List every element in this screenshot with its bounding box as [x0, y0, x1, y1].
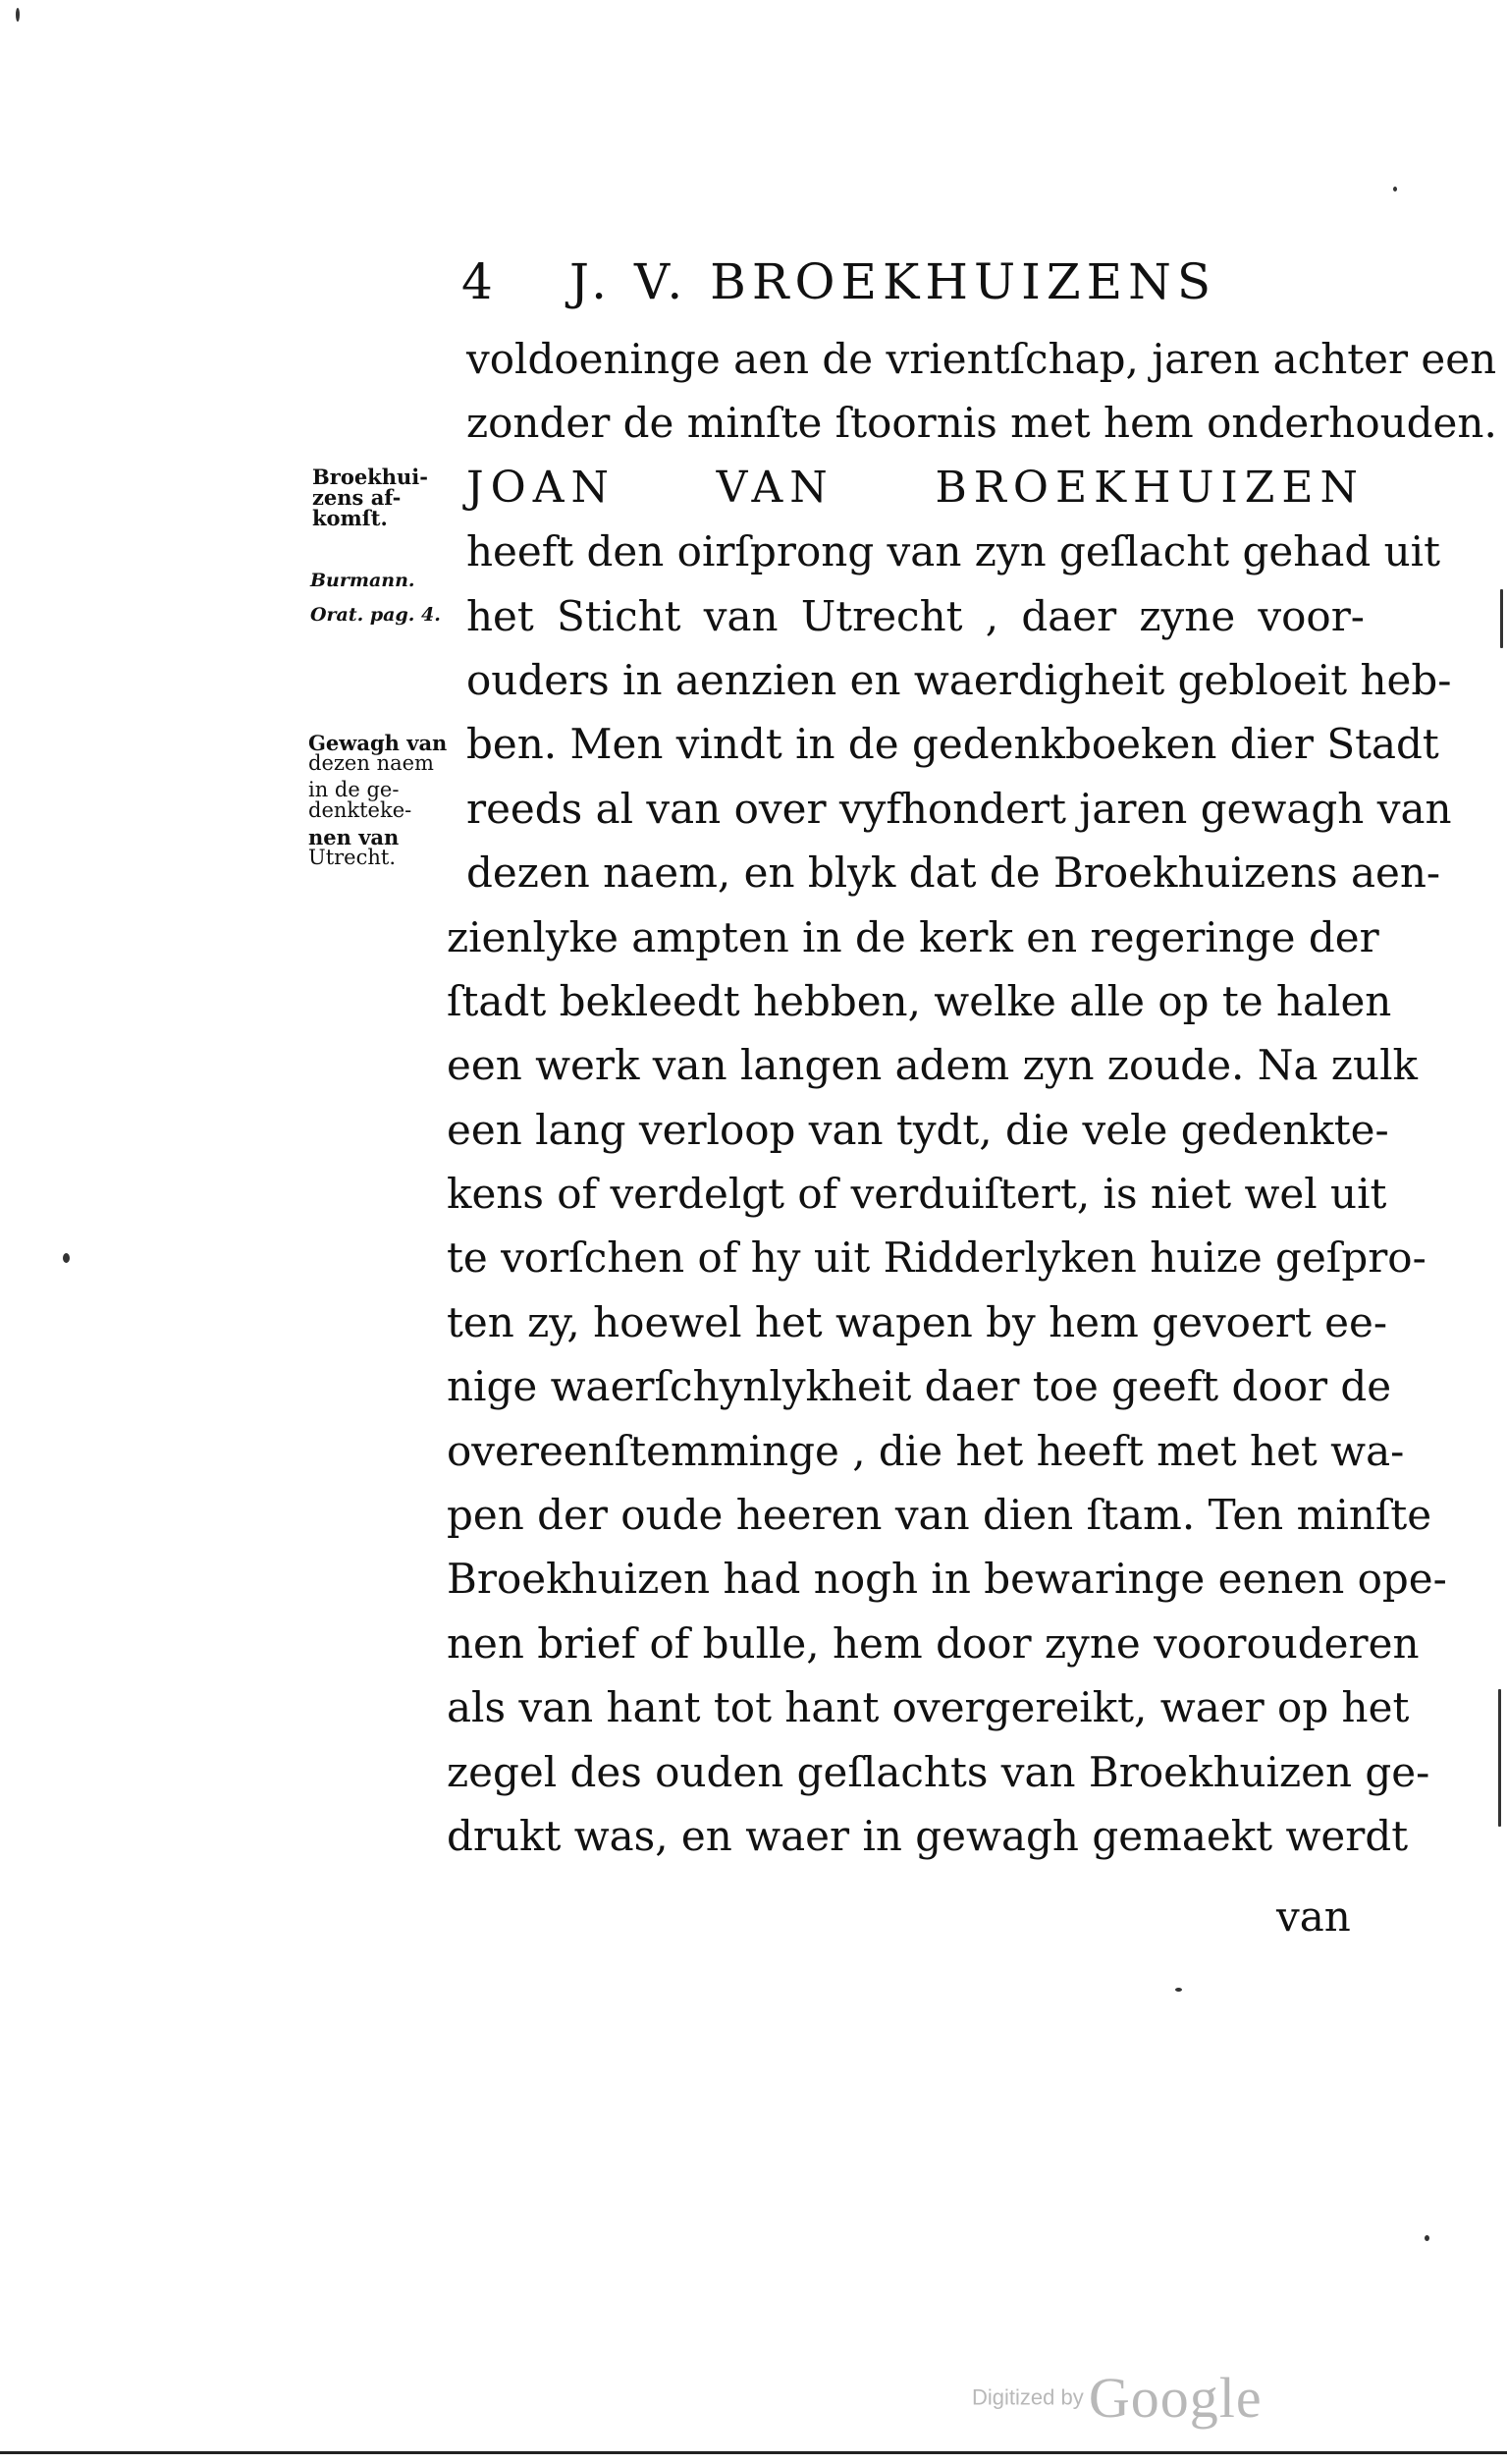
text-line: Broekhuizen had nogh in bewaringe eenen ope- — [447, 1555, 1447, 1604]
text-line: pen der oude heeren van dien ſtam. Ten minſte — [447, 1491, 1432, 1540]
margin-line: Burmann. — [310, 570, 415, 591]
text-line: voldoeninge aen de vrientſchap, jaren achter een — [466, 335, 1497, 383]
text-line: heeft den oirſprong van zyn geſlacht gehad uit — [466, 527, 1440, 576]
text-line: te vorſchen of hy uit Ridderlyken huize geſpro- — [447, 1233, 1426, 1283]
margin-line: zens af- — [312, 485, 402, 510]
text-line: zienlyke ampten in de kerk en regeringe der — [447, 912, 1379, 961]
ink-speck — [1498, 1689, 1501, 1827]
margin-line: Utrecht. — [308, 846, 397, 869]
margin-line: komſt. — [312, 506, 388, 530]
ink-speck — [16, 8, 20, 22]
text-line: zonder de minſte ſtoornis met hem onderhouden. — [466, 399, 1497, 448]
text-line: als van hant tot hant overgereikt, waer op het — [447, 1683, 1410, 1732]
running-header — [461, 253, 1345, 322]
ink-speck — [63, 1253, 70, 1263]
ink-speck — [1500, 589, 1503, 648]
text-line: reeds al van over vyfhondert jaren gewagh van — [466, 784, 1452, 833]
section-heading: JOAN VAN BROEKHUIZEN — [466, 462, 1365, 513]
ink-speck — [1425, 2235, 1429, 2241]
margin-line: Orat. pag. 4. — [310, 604, 441, 626]
text-line: nen brief of bulle, hem door zyne voorouderen — [447, 1618, 1420, 1668]
text-line: kens of verdelgt of verduiſtert, is niet wel uit — [447, 1170, 1387, 1219]
google-logo: Google — [1088, 2366, 1263, 2430]
text-line: overeenſtemminge , die het heeft met het wa- — [447, 1426, 1405, 1475]
text-line: nige waerſchynlykheit daer toe geeft door de — [447, 1362, 1392, 1411]
margin-line: denkteke- — [308, 798, 412, 822]
watermark-prefix: Digitized by — [972, 2384, 1084, 2410]
margin-line: dezen naem — [308, 751, 434, 775]
text-line: een lang verloop van tydt, die vele gedenkte- — [447, 1105, 1389, 1154]
text-line: ſtadt bekleedt hebben, welke alle op te halen — [447, 976, 1392, 1025]
text-line: zegel des ouden geſlachts van Broekhuizen ge- — [447, 1747, 1430, 1796]
margin-line: Gewagh van — [308, 731, 448, 755]
ink-speck — [1175, 1988, 1182, 1992]
ink-speck — [1393, 187, 1397, 192]
text-line: ben. Men vindt in de gedenkboeken dier Stadt — [466, 720, 1439, 769]
body-text — [447, 327, 1497, 1868]
text-line: ouders in aenzien en waerdigheit gebloeit heb- — [466, 655, 1452, 704]
margin-note-mention — [308, 733, 447, 868]
margin-line: in de ge- — [308, 778, 400, 801]
margin-note-source — [310, 571, 441, 626]
text-line: een werk van langen adem zyn zoude. Na zulk — [447, 1041, 1418, 1090]
bottom-page-edge — [0, 2451, 1507, 2454]
page-number: 4 — [461, 253, 496, 310]
running-title: J. V. BROEKHUIZENS — [569, 253, 1217, 310]
catchword: van — [1276, 1892, 1351, 1941]
text-line: dezen naem, en blyk dat de Broekhuizens aen- — [466, 849, 1441, 898]
margin-line: Broekhui- — [312, 465, 428, 489]
text-line: het Sticht van Utrecht , daer zyne voor- — [466, 591, 1365, 640]
margin-note-origin — [312, 466, 428, 528]
digitized-by-watermark — [972, 2365, 1263, 2431]
text-line: ten zy, hoewel het wapen by hem gevoert ee- — [447, 1297, 1388, 1346]
margin-line: nen van — [308, 825, 400, 849]
text-line: drukt was, en waer in gewagh gemaekt werdt — [447, 1811, 1409, 1860]
